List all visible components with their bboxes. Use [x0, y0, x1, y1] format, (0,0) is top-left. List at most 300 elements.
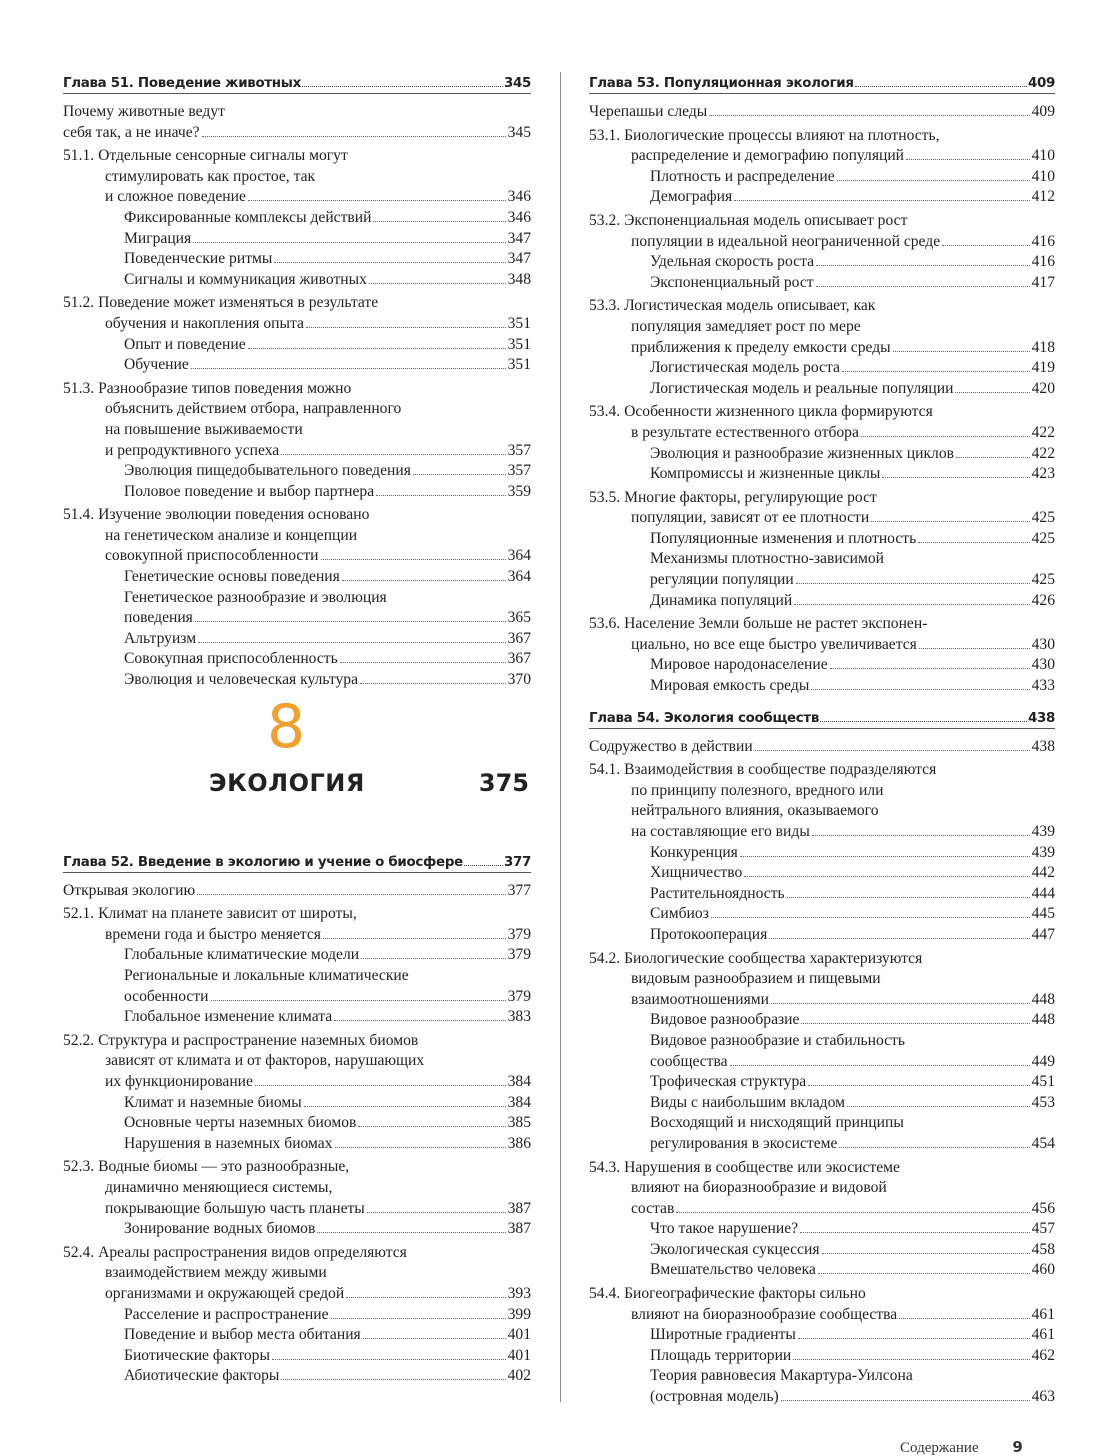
toc-entry-title: Мировая емкость среды [650, 677, 810, 695]
toc-entry-title: популяции, зависят от ее плотности [631, 509, 870, 527]
toc-entry-title: Широтные градиенты [650, 1326, 796, 1344]
leader-dots [211, 1000, 506, 1001]
leader-dots [882, 477, 1029, 478]
toc-entry[interactable] [63, 208, 531, 229]
toc-entry-line: 52.2. Структура и распространение наземных биомов [63, 1031, 419, 1049]
leader-dots [202, 136, 506, 137]
toc-entry[interactable] [63, 1346, 531, 1367]
toc-entry-line: взаимодействием между живыми [105, 1264, 327, 1282]
toc-entry-page: 409 [1031, 103, 1055, 120]
toc-entry[interactable] [589, 358, 1055, 379]
toc-entry-title: Протокооперация [650, 925, 768, 943]
toc-entry-title: (островная модель) [650, 1388, 779, 1406]
toc-entry[interactable] [63, 1305, 531, 1326]
toc-entry-title: Площадь территории [650, 1346, 792, 1364]
toc-entry-line: 54.2. Биологические сообщества характеризуются [589, 949, 923, 967]
leader-dots [906, 159, 1030, 160]
toc-entry-page: 463 [1031, 1388, 1055, 1406]
toc-entry[interactable] [63, 146, 531, 208]
toc-entry[interactable] [589, 126, 1055, 167]
toc-entry[interactable] [589, 252, 1055, 273]
leader-dots [842, 371, 1030, 372]
toc-entry-page: 367 [507, 629, 531, 647]
leader-dots [317, 1232, 505, 1233]
toc-entry-title: Симбиоз [650, 905, 709, 923]
toc-entry-title: себя так, а не иначе? [63, 123, 200, 141]
toc-entry[interactable] [63, 102, 531, 143]
toc-entry[interactable] [589, 187, 1055, 208]
toc-entry-title: Эволюция и человеческая культура [124, 671, 359, 689]
toc-entry-title: Видовое разнообразие [650, 1011, 800, 1029]
toc-entry[interactable] [589, 1113, 1055, 1154]
part-page: 375 [478, 768, 529, 797]
toc-entry-title: Плотность и распределение [650, 167, 835, 185]
toc-entry[interactable] [589, 925, 1055, 946]
leader-dots [197, 894, 505, 895]
toc-entry-page: 410 [1031, 167, 1055, 185]
toc-entry-title: Экологическая сукцессия [650, 1240, 820, 1258]
part-title[interactable]: ЭКОЛОГИЯ [209, 768, 365, 797]
toc-entry-title: покрывающие большую часть планеты [105, 1199, 365, 1217]
leader-dots [281, 1379, 505, 1380]
leader-dots [893, 351, 1030, 352]
toc-entry[interactable] [589, 211, 1055, 252]
toc-entry-title: Логистическая модель роста [650, 359, 840, 377]
toc-entry-title: Климат и наземные биомы [124, 1093, 302, 1111]
toc-entry[interactable] [589, 843, 1055, 864]
toc-entry-title: Демография [650, 188, 733, 206]
toc-entry-title: их функционирование [105, 1072, 253, 1090]
toc-entry[interactable] [63, 881, 531, 902]
toc-entry-title: Динамика популяций [650, 591, 793, 609]
leader-dots [798, 1338, 1030, 1339]
toc-entry-line: Региональные и локальные климатические [124, 967, 409, 984]
leader-dots [816, 265, 1030, 266]
toc-entry-line: динамично меняющиеся системы, [105, 1178, 333, 1196]
toc-entry-page: 416 [1031, 232, 1055, 250]
leader-dots [248, 200, 506, 201]
toc-entry[interactable] [63, 649, 531, 670]
toc-entry[interactable] [589, 1346, 1055, 1367]
toc-entry[interactable] [63, 461, 531, 482]
toc-entry[interactable] [589, 444, 1055, 465]
toc-entry[interactable] [63, 629, 531, 650]
leader-dots [340, 662, 506, 663]
toc-list-ch54 [589, 737, 1055, 1408]
toc-entry-line: 53.3. Логистическая модель описывает, как [589, 297, 876, 315]
toc-entry[interactable] [63, 945, 531, 966]
toc-entry-title: Трофическая структура [650, 1073, 807, 1091]
chapter-page: 409 [1027, 76, 1055, 91]
toc-column-right [589, 72, 1055, 1408]
leader-dots [744, 876, 1029, 877]
toc-entry[interactable] [589, 655, 1055, 676]
leader-dots [323, 938, 506, 939]
leader-dots [274, 262, 505, 263]
leader-dots [820, 721, 1027, 722]
toc-entry-page: 370 [507, 671, 531, 689]
leader-dots [346, 1297, 505, 1298]
toc-entry-title: циально, но все еще быстро увеличивается [631, 635, 917, 653]
toc-entry[interactable] [63, 335, 531, 356]
toc-entry-title: Черепашьи следы [589, 103, 708, 120]
toc-entry-page: 420 [1031, 379, 1055, 397]
toc-entry[interactable] [589, 949, 1055, 1011]
toc-entry-line: стимулировать как простое, так [105, 167, 316, 185]
toc-entry-page: 425 [1031, 529, 1055, 547]
toc-entry[interactable] [63, 355, 531, 376]
column-divider [560, 72, 561, 1402]
part-block [63, 691, 531, 851]
toc-entry[interactable] [589, 863, 1055, 884]
leader-dots [730, 1065, 1030, 1066]
leader-dots [321, 559, 506, 560]
toc-entry-page: 379 [507, 925, 531, 943]
chapter-page: 345 [503, 76, 531, 91]
toc-entry[interactable] [63, 482, 531, 503]
toc-entry[interactable] [589, 464, 1055, 485]
toc-entry[interactable] [63, 229, 531, 250]
leader-dots [740, 856, 1030, 857]
leader-dots [734, 200, 1029, 201]
toc-entry-page: 438 [1031, 737, 1055, 755]
toc-entry-page: 458 [1031, 1240, 1055, 1258]
leader-dots [358, 1126, 505, 1127]
leader-dots [369, 283, 506, 284]
toc-entry[interactable] [63, 1243, 531, 1305]
toc-entry-title: Альтруизм [124, 629, 197, 647]
toc-entry-line: 51.3. Разнообразие типов поведения можно [63, 379, 352, 397]
toc-entry[interactable] [589, 614, 1055, 655]
toc-entry-line: 53.4. Особенности жизненного цикла формируются [589, 403, 933, 421]
leader-dots [781, 1400, 1030, 1401]
toc-entry-page: 346 [507, 208, 531, 226]
toc-entry-title: обучения и накопления опыта [105, 314, 304, 332]
toc-entry-page: 449 [1031, 1052, 1055, 1070]
toc-entry-line: влияют на биоразнообразие и видовой [631, 1179, 887, 1197]
toc-entry-page: 345 [507, 123, 531, 141]
toc-entry-page: 401 [507, 1346, 531, 1364]
toc-entry-page: 347 [507, 229, 531, 247]
footer-label: Содержание [900, 1440, 979, 1456]
toc-entry[interactable] [589, 737, 1055, 758]
toc-entry-title: Совокупная приспособленность [124, 650, 338, 668]
toc-entry-title: Основные черты наземных биомов [124, 1114, 357, 1132]
leader-dots [373, 221, 505, 222]
leader-dots [942, 245, 1029, 246]
toc-entry-page: 364 [507, 547, 531, 565]
toc-entry-line: Восходящий и нисходящий принципы [650, 1114, 904, 1132]
toc-entry-title: Популяционные изменения и плотность [650, 529, 917, 547]
toc-entry-page: 401 [507, 1326, 531, 1344]
toc-entry-title: Растительноядность [650, 884, 785, 902]
leader-dots [818, 1273, 1030, 1274]
toc-entry[interactable] [589, 1240, 1055, 1261]
chapter-heading-53[interactable] [589, 72, 1055, 94]
toc-entry-title: Глобальные климатические модели [124, 946, 360, 964]
leader-dots [771, 1003, 1030, 1004]
toc-entry-title: особенности [124, 987, 209, 1005]
toc-entry[interactable] [589, 1072, 1055, 1093]
toc-entry[interactable] [589, 1260, 1055, 1281]
page-footer [900, 1438, 1023, 1456]
chapter-heading-51[interactable] [63, 72, 531, 94]
leader-dots [796, 583, 1030, 584]
chapter-title: Глава 54. Экология сообществ [589, 710, 820, 726]
toc-entry-title: Половое поведение и выбор партнера [124, 482, 375, 500]
toc-entry-title: Поведенческие ритмы [124, 250, 273, 268]
toc-entry-page: 346 [507, 188, 531, 206]
toc-entry-page: 386 [507, 1134, 531, 1152]
toc-entry-title: и сложное поведение [105, 188, 246, 206]
toc-entry-title: и репродуктивного успеха [105, 441, 280, 459]
toc-entry-page: 461 [1031, 1326, 1055, 1344]
toc-entry[interactable] [63, 670, 531, 691]
toc-entry-page: 385 [507, 1114, 531, 1132]
toc-entry-title: совокупной приспособленности [105, 547, 319, 565]
toc-entry-page: 351 [507, 356, 531, 374]
toc-list-ch52 [63, 881, 531, 1387]
toc-entry-title: Генетические основы поведения [124, 568, 340, 586]
chapter-page: 438 [1027, 710, 1055, 726]
toc-entry[interactable] [63, 1113, 531, 1134]
toc-entry-page: 357 [507, 462, 531, 480]
toc-list-ch51 [63, 102, 531, 691]
toc-entry[interactable] [63, 293, 531, 334]
toc-entry-page: 379 [507, 946, 531, 964]
toc-entry-line: 51.4. Изучение эволюции поведения основано [63, 506, 370, 524]
toc-entry-page: 444 [1031, 884, 1055, 902]
toc-entry-page: 426 [1031, 591, 1055, 609]
toc-entry-page: 347 [507, 250, 531, 268]
toc-entry-page: 454 [1031, 1134, 1055, 1152]
toc-entry-page: 365 [507, 609, 531, 627]
toc-entry[interactable] [589, 1158, 1055, 1220]
toc-entry-page: 448 [1031, 1011, 1055, 1029]
toc-entry-title: Эволюция и разнообразие жизненных циклов [650, 444, 954, 462]
toc-entry-page: 425 [1031, 571, 1055, 589]
toc-entry-page: 457 [1031, 1220, 1055, 1238]
leader-dots [871, 521, 1029, 522]
toc-entry[interactable] [63, 249, 531, 270]
toc-entry-line: 54.4. Биогеографические факторы сильно [589, 1285, 866, 1303]
leader-dots [839, 1147, 1029, 1148]
toc-entry-title: Зонирование водных биомов [124, 1220, 316, 1238]
toc-entry[interactable] [63, 1325, 531, 1346]
leader-dots [816, 286, 1030, 287]
leader-dots [769, 938, 1029, 939]
toc-entry[interactable] [589, 379, 1055, 400]
toc-entry[interactable] [589, 676, 1055, 697]
toc-entry-line: Генетическое разнообразие и эволюция [124, 588, 387, 606]
toc-entry[interactable] [589, 402, 1055, 443]
toc-entry-page: 399 [507, 1305, 531, 1323]
toc-entry-page: 419 [1031, 359, 1055, 377]
toc-entry-title: Миграция [124, 229, 192, 247]
toc-entry-line: видовым разнообразием и пищевыми [631, 970, 881, 988]
toc-entry[interactable] [63, 1134, 531, 1155]
toc-entry-title: приближения к пределу емкости среды [631, 338, 891, 356]
toc-entry[interactable] [63, 588, 531, 629]
leader-dots [711, 917, 1030, 918]
toc-entry-line: зависят от климата и от факторов, нарушающих [105, 1052, 425, 1070]
toc-entry-page: 348 [507, 270, 531, 288]
toc-entry-title: Виды с наибольшим вкладом [650, 1093, 845, 1111]
toc-entry-page: 447 [1031, 925, 1055, 943]
toc-entry[interactable] [589, 488, 1055, 529]
toc-entry-title: Содружество в действии [589, 737, 753, 755]
toc-entry[interactable] [589, 296, 1055, 358]
leader-dots [793, 1359, 1029, 1360]
chapter-page: 377 [503, 854, 531, 870]
toc-entry-title: на составляющие его виды [631, 823, 810, 840]
toc-entry-line: 53.6. Население Земли больше не растет экспонен- [589, 615, 928, 633]
toc-entry[interactable] [589, 549, 1055, 590]
toc-entry-title: Глобальное изменение климата [124, 1008, 333, 1026]
toc-entry[interactable] [63, 1093, 531, 1114]
leader-dots [855, 86, 1027, 87]
chapter-heading-54[interactable] [589, 707, 1055, 729]
toc-entry[interactable] [589, 529, 1055, 550]
toc-entry[interactable] [63, 904, 531, 945]
toc-entry[interactable] [63, 1219, 531, 1240]
toc-entry-title: времени года и быстро меняется [105, 925, 321, 943]
toc-entry[interactable] [63, 1366, 531, 1387]
toc-entry-title: Биотические факторы [124, 1346, 270, 1364]
leader-dots [376, 495, 505, 496]
toc-entry-title: поведения [124, 609, 193, 627]
leader-dots [367, 1212, 506, 1213]
toc-entry-title: взаимоотношениями [631, 990, 770, 1008]
toc-entry-page: 422 [1031, 444, 1055, 462]
toc-entry-page: 351 [507, 314, 531, 332]
toc-entry[interactable] [589, 1325, 1055, 1346]
page-number: 9 [1012, 1438, 1023, 1456]
leader-dots [335, 1147, 506, 1148]
leader-dots [255, 1085, 506, 1086]
leader-dots [812, 835, 1030, 836]
toc-entry-title: Удельная скорость роста [650, 253, 815, 271]
toc-entry[interactable] [63, 270, 531, 291]
toc-entry-title: Сигналы и коммуникация животных [124, 270, 367, 288]
toc-entry-page: 367 [507, 650, 531, 668]
toc-entry-page: 456 [1031, 1199, 1055, 1217]
toc-entry[interactable] [63, 1031, 531, 1093]
toc-entry-page: 453 [1031, 1093, 1055, 1111]
chapter-title: Глава 51. Поведение животных [63, 76, 301, 91]
chapter-heading-52[interactable] [63, 851, 531, 873]
toc-entry-title: Логистическая модель и реальные популяции [650, 379, 954, 397]
leader-dots [334, 1020, 505, 1021]
toc-entry[interactable] [63, 379, 531, 461]
leader-dots [808, 1085, 1029, 1086]
toc-entry[interactable] [63, 567, 531, 588]
leader-dots [413, 474, 506, 475]
toc-entry-title: Экспоненциальный рост [650, 273, 814, 291]
toc-entry-page: 418 [1031, 338, 1055, 356]
toc-entry-page: 384 [507, 1093, 531, 1111]
toc-entry-title: Абиотические факторы [124, 1367, 280, 1385]
toc-entry-page: 402 [507, 1367, 531, 1385]
toc-entry[interactable] [589, 1219, 1055, 1240]
toc-entry[interactable] [589, 1031, 1055, 1072]
toc-entry[interactable] [589, 1010, 1055, 1031]
toc-entry[interactable] [63, 1007, 531, 1028]
toc-entry-page: 430 [1031, 656, 1055, 674]
toc-entry-page: 439 [1031, 823, 1055, 840]
toc-entry[interactable] [63, 1157, 531, 1219]
toc-entry-line: на повышение выживаемости [105, 420, 303, 438]
leader-dots [847, 1106, 1030, 1107]
leader-dots [919, 648, 1030, 649]
leader-dots [302, 86, 503, 87]
leader-dots [304, 1106, 506, 1107]
leader-dots [195, 621, 506, 622]
toc-entry-page: 383 [507, 1008, 531, 1026]
toc-entry-title: Компромиссы и жизненные циклы [650, 465, 881, 483]
toc-entry-line: Видовое разнообразие и стабильность [650, 1031, 905, 1049]
toc-entry[interactable] [589, 1284, 1055, 1325]
toc-entry[interactable] [589, 273, 1055, 294]
toc-entry[interactable] [63, 966, 531, 1007]
toc-entry-page: 442 [1031, 864, 1055, 882]
toc-entry-page: 433 [1031, 677, 1055, 695]
toc-entry-line: на генетическом анализе и концепции [105, 526, 358, 544]
toc-list-ch53 [589, 102, 1055, 697]
toc-entry[interactable] [63, 505, 531, 567]
leader-dots [331, 1318, 506, 1319]
toc-entry-line: 53.1. Биологические процессы влияют на плотность, [589, 126, 940, 144]
toc-entry-page: 387 [507, 1199, 531, 1217]
leader-dots [918, 542, 1029, 543]
toc-entry-page: 384 [507, 1072, 531, 1090]
toc-entry-title: регулирования в экосистеме [650, 1134, 838, 1152]
toc-entry[interactable] [589, 102, 1055, 123]
toc-entry-page: 410 [1031, 147, 1055, 165]
toc-entry-title: распределение и демографию популяций [631, 147, 905, 165]
toc-entry[interactable] [589, 591, 1055, 612]
toc-entry-line: 54.1. Взаимодействия в сообществе подразделяются [589, 761, 937, 779]
leader-dots [822, 1253, 1030, 1254]
toc-entry-line: 52.4. Ареалы распространения видов определяются [63, 1243, 407, 1261]
toc-entry-title: Фиксированные комплексы действий [124, 208, 372, 226]
toc-entry[interactable] [589, 760, 1055, 842]
toc-entry-title: регуляции популяции [650, 571, 794, 589]
toc-entry-line: Механизмы плотностно-зависимой [650, 550, 884, 568]
toc-entry-page: 387 [507, 1220, 531, 1238]
toc-entry-title: организмами и окружающей средой [105, 1284, 345, 1302]
toc-entry[interactable] [589, 884, 1055, 905]
toc-entry-page: 445 [1031, 905, 1055, 923]
toc-entry-line: 52.1. Климат на планете зависит от широты, [63, 905, 357, 923]
toc-entry[interactable] [589, 167, 1055, 188]
toc-entry-line: по принципу полезного, вредного или [631, 781, 884, 799]
toc-entry-page: 448 [1031, 990, 1055, 1008]
toc-entry[interactable] [589, 1093, 1055, 1114]
toc-entry-page: 460 [1031, 1261, 1055, 1279]
toc-entry[interactable] [589, 904, 1055, 925]
toc-entry[interactable] [589, 1366, 1055, 1407]
toc-entry-title: Конкуренция [650, 843, 738, 861]
toc-entry-title: Хищничество [650, 864, 743, 882]
toc-entry-page: 430 [1031, 635, 1055, 653]
toc-entry-page: 364 [507, 568, 531, 586]
leader-dots [755, 750, 1030, 751]
leader-dots [801, 1023, 1029, 1024]
toc-entry-line: 53.2. Экспоненциальная модель описывает рост [589, 211, 908, 229]
leader-dots [248, 348, 506, 349]
toc-entry-title: Поведение и выбор места обитания [124, 1326, 361, 1344]
